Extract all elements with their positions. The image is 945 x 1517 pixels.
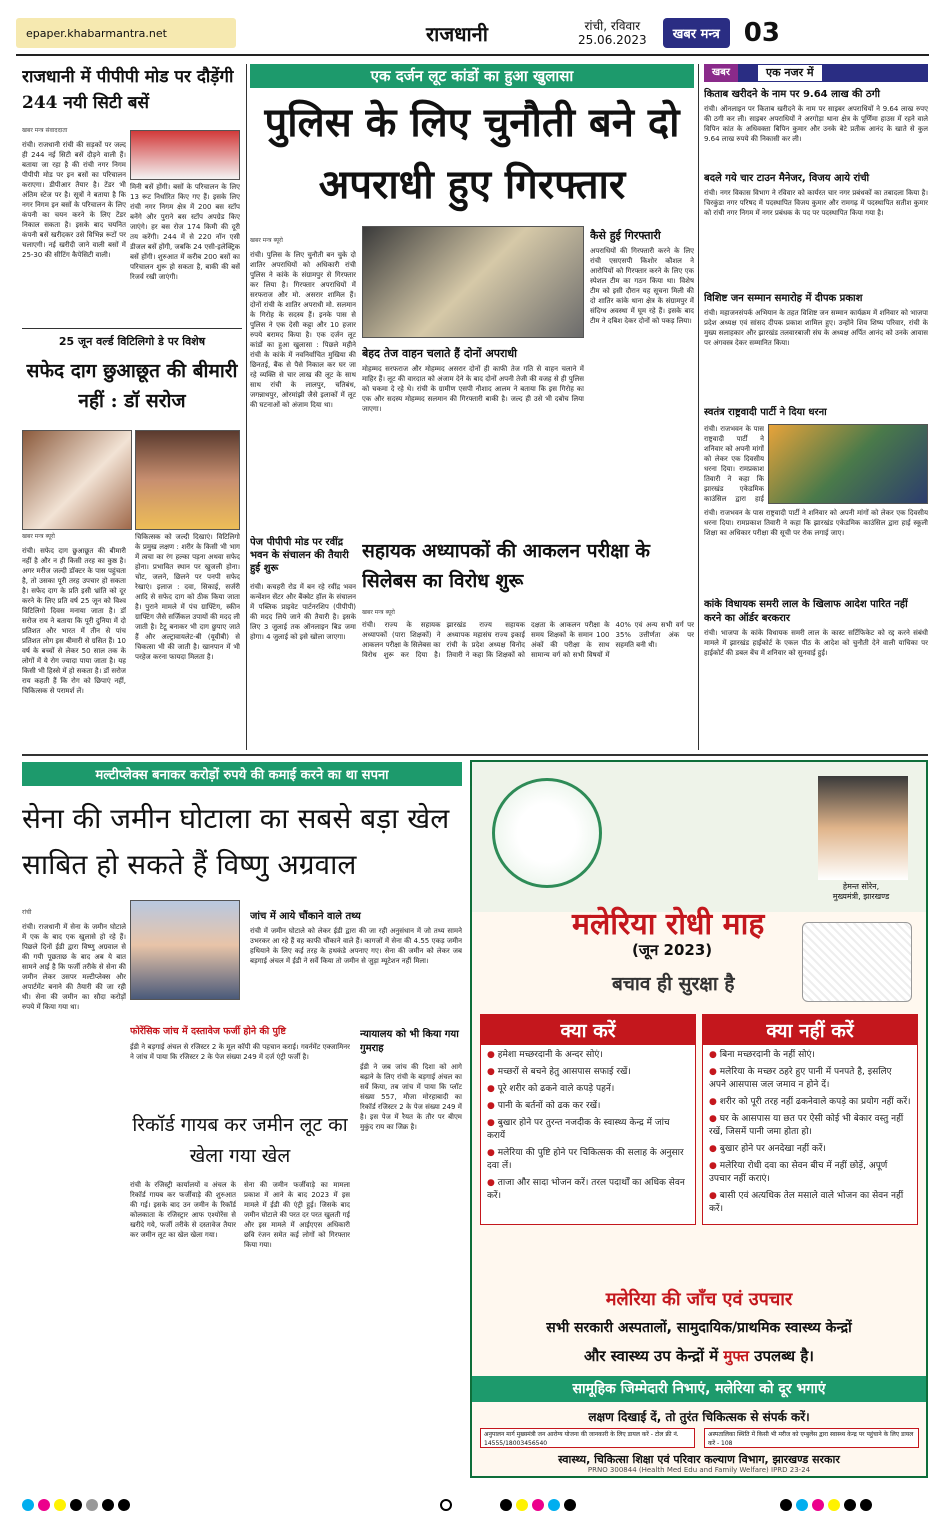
free-label: मुफ्त <box>723 1347 750 1365</box>
facts-body: रांची में जमीन घोटाले को लेकर ईडी द्वारा की जा रही अनुसंधान में जो तथ्य सामने उभरकर आ रहे हैं वह काफी चौंकाने वाले हैं। कागजों में सेना की 4.55 एकड़ जमीन हथियाने के लिए कई तरह के हथकंडे अपनाए गए। सेना की जमीन को लेकर जब बड़गाई अंचल में ईडी ने सर्वे किया तो जमीन से जुड़ा म्यूटेशन नहीं मिला। <box>250 927 462 965</box>
column-rule <box>698 64 699 750</box>
dateline <box>578 19 647 47</box>
army-land-band: मल्टीप्लेक्स बनाकर करोड़ों रुपये की कमाई करने का था सपना <box>22 762 462 786</box>
arrest-body: अपराधियों की गिरफ्तारी करने के लिए रांची एसएसपी किशोर कौशल ने आरोपियों को गिरफ्तार करने के लिए एक स्पेशल टीम का गठन किया था। विशेष टीम को इसी दौरान यह सूचना मिली की दो शातिर कांके थाना क्षेत्र के संग्रामपुर में संदिग्ध अवस्था में घूम रहे हैं। इसके बाद टीम ने दबिश देकर दोनों को पकड़ लिया। <box>590 247 694 325</box>
army-land-byline: रांची <box>22 909 32 916</box>
court-body: ईडी ने जब जांच की दिशा को आगे बढ़ाने के लिए रांची के बड़गाई अंचल का सर्वे किया, तब जांच में पाया कि प्लॉट संख्या 557, मौजा मोरहाबादी का रिकॉर्ड रजिस्टर 2 के पेज संख्या 249 में है। इस पेज में रैयत के तौर पर बीएम मुकुंद राय का जिक्र है। <box>360 1063 462 1131</box>
bus-photo <box>130 130 240 180</box>
treatment-line-1: सभी सरकारी अस्पतालों, सामुदायिक/प्राथमिक स्वास्थ्य केन्द्रों <box>546 1320 852 1336</box>
leader-name: हेमन्त सोरेन, <box>842 882 880 891</box>
arrest-subhead: कैसे हुई गिरफ्तारी <box>590 229 661 242</box>
leader-title: मुख्यमंत्री, झारखण्ड <box>832 892 890 901</box>
date: 25.06.2023 <box>577 33 647 47</box>
helpline-1: अनुपालन मार्ग मुख्यमंत्री जन आरोग्य योजना की जानकारी के लिए डायल करें - टोल फ्री नं. 14555/18003456540 <box>480 1428 695 1448</box>
section-title: राजधानी <box>426 21 488 46</box>
treatment-line-2c: उपलब्ध है। <box>749 1347 814 1365</box>
brief-5-body: रांची। भाजपा के कांके विधायक समरी लाल के कास्ट सर्टिफिकेट को रद्द करने संबंधी मामले में झारखंड हाईकोर्ट के एकल पीठ के आदेश को चुनौती देने वाली याचिका पर हाईकोर्ट की डबल बेंच में शनिवार को सुनवाई हुई। <box>704 629 928 657</box>
leader-photo <box>818 776 908 880</box>
vitiligo-hands-photo <box>22 430 132 530</box>
brief-1-body: रांची। ऑनलाइन पर किताब खरीदने के नाम पर साइबर अपराधियों ने 9.64 लाख रुपए की ठगी कर ली। साइबर अपराधियों ने अरगोड़ा थाना क्षेत्र के पूर्णिमा हाउस में रहने वाले विपिन कांत के अधिवक्ता बिपिन कुमार और उनके बेटे प्रतीक आनंद के खाते से कुल 9.64 लाख रुपये की निकासी कर ली। <box>704 105 928 143</box>
army-land-headline: सेना की जमीन घोटाला का सबसे बड़ा खेल साबित हो सकते हैं विष्णु अग्रवाल <box>22 802 450 881</box>
loot-byline: खबर मन्त्र ब्यूरो <box>250 237 283 244</box>
speed-subhead: बेहद तेज वाहन चलाते हैं दोनों अपराधी <box>362 347 517 360</box>
do-item: ● पानी के बर्तनों को ढक कर रखें। <box>487 1100 689 1113</box>
bus-story-headline-box <box>22 64 242 124</box>
loot-body-1: रांची। पुलिस के लिए चुनौती बन चुके दो शातिर अपराधियों को अधिकारी रांची पुलिस ने कांके के संग्रामपुर से गिरफ्तार कर लिया है। गिरफ्तार अपराधियों में सरफराज और मो. असरार शामिल हैं। दोनों रांची के शातिर अपराधी मो. सलमान के गिरोह के सदस्य हैं। इनके पास से पुलिस ने एक देसी कट्टा और 10 हजार रुपये बरामद किया है। एक दर्जन लूट कांडों का हुआ खुलासा : पिछले महीने रांची के कांके में नवनिर्वाचित मुखिया की छिनतई, बैंक से पैसे निकाल कर घर जा रहे व्यक्ति से चार लाख की लूट के साथ साथ रांची के लालपुर, चतिबंध, जगन्नाथपुर, ओरमांझी जैसे इलाकों में लूट की घटनाओं को अंजाम दिया था। <box>250 251 356 409</box>
army-land-body-1: रांची। राजधानी में सेना के जमीन घोटाले में एक के बाद एक खुलासे हो रहे हैं। पिछले दिनों ईडी द्वारा विष्णु अग्रवाल से की गयी पूछताछ के बाद अब ये बात सामने आई है कि फर्जी तरीके से सेना की जमीन लेकर उसपर मल्टीप्लेक्स और अपार्टमेंट बनाने की तैयारी की जा रही थी। सेना की जमीन का सौदा करोड़ों रुपये में किया गया था। <box>22 923 126 1011</box>
symptom-line: लक्षण दिखाई दें, तो तुरंत चिकित्सक से संपर्क करें। <box>588 1410 810 1424</box>
brief-2-body: रांची। नगर विकास विभाग ने रविवार को कार्यरत चार नगर प्रबंधकों का तबादला किया है। चिरकुंडा नगर परिषद में पदस्थापित विजय कुमार और रामगढ़ में पदस्थापित सतीश कुमार को रांची नगर निगम में नगर प्रबंधक के पद पर पदस्थापित किया गया है। <box>704 189 928 217</box>
speed-body: मोहम्मद सरफराज और मोहम्मद असरार दोनों ही काफी तेज गति से वाहन चलाने में माहिर हैं। लूट की वारदात को अंजाम देने के बाद दोनों अपनी तेजी की वजह से ही पुलिस को चकमा दे रहे थे। रांची के ग्रामीण एसपी नौशाद आलम ने बताया कि इस गिरोह का एक और सदस्य मोहम्मद सलमान की गिरफ्तारी बाकी है। जल्द ही उसे भी दबोच लिया जाएगा। <box>362 365 584 413</box>
record-body-1: रांची के रजिस्ट्री कार्यालयों व अंचल के रिकॉर्ड गायब कर फर्जीवाड़े की शुरुआत की गई। इसके बाद उन जमीन के रिकॉर्ड कोलकाता के रजिस्ट्रार आफ एश्योरेंस से खरीदे गये, फर्जी तरीके से दस्तावेज तैयार कर जमीन लूट का खेल खेला गया। <box>130 1181 236 1239</box>
treatment-line-2 <box>472 1346 926 1366</box>
helpline-2: अस्पतालिका स्थिति में किसी भी मरीज को एम्बुलेंस द्वारा स्वास्थ्य केन्द्र पर पहुंचाने के लिए डायल करें - 108 <box>704 1428 919 1448</box>
mosquito-net-illustration <box>802 922 912 1002</box>
vitiligo-byline: खबर मन्त्र ब्यूरो <box>22 533 55 540</box>
arrest-photo <box>362 226 584 338</box>
teacher-body: रांची। राज्य के सहायक अध्यापकों (पारा शिक्षकों) ने आकलन परीक्षा के सिलेबस का विरोध शुरू कर दिया है। झारखंड राज्य सहायक अध्यापक महासंघ राज्य इकाई रांची के प्रदेश अध्यक्ष विनोद तिवारी ने कहा कि शिक्षकों को दक्षता के आकलन परीक्षा के समय शिक्षकों के समान 100 अंकों की परीक्षा के साथ सामान्य वर्ग को सभी विषयों में 40% एवं अन्य सभी वर्ग पर 35% उत्तीर्णता अंक पर सहमति बनी थी। <box>362 621 694 659</box>
bus-story-body-2: मिनी बसें होंगी। बसों के परिचालन के लिए 13 रूट निर्धारित किए गए हैं। इसके लिए रांची नगर निगम क्षेत्र में 200 बस स्टॉप बनेंगे और पुराने बस स्टॉप अपग्रेड किए जाएंगे। हर बस रोज 174 किमी की दूरी तय करेंगी। 244 में से 220 नॉन एसी डीजल बसें होंगी, जबकि 24 एसी-इलेक्ट्रिक बसें होंगी। शुरुआत में करीब 200 बसों का परिचालन शुरू हो सकता है, बाकी की बसें रिजर्व रखी जाएंगी। <box>130 183 240 281</box>
page-header <box>16 12 929 56</box>
ad-subtitle: (जून 2023) <box>632 941 713 959</box>
place-day: रांची, रविवार <box>584 19 641 33</box>
treatment-heading: मलेरिया की जाँच एवं उपचार <box>605 1289 793 1310</box>
dont-list <box>702 1044 918 1225</box>
department-name: स्वास्थ्य, चिकित्सा शिक्षा एवं परिवार कल्याण विभाग, झारखण्ड सरकार <box>558 1453 840 1466</box>
dont-item: ● बुखार होने पर अनदेखा नहीं करें। <box>709 1143 911 1156</box>
do-list <box>480 1044 696 1225</box>
brand-logo: खबर मन्त्र <box>663 18 730 48</box>
dont-tab: क्या नहीं करें <box>702 1014 918 1046</box>
dont-item: ● मलेरिया रोधी दवा का सेवन बीच में नहीं छोड़ें, अपूर्ण उपचार नहीं कराएं। <box>709 1160 911 1186</box>
rabindra-headline: पेज पीपीपी मोड पर रवींद्र भवन के संचालन की तैयारी हुई शुरू <box>250 537 349 574</box>
treatment-line-2a: और स्वास्थ्य उप केन्द्रों में <box>584 1347 724 1365</box>
nazar-title: एक नजर में <box>758 65 822 81</box>
section-divider <box>22 754 928 756</box>
divider <box>22 328 242 329</box>
dont-item: ● मलेरिया के मच्छर ठहरे हुए पानी में पनपते है, इसलिए अपने आसपास जल जमाव न होने दें। <box>709 1066 911 1092</box>
court-subhead: न्यायालय को भी किया गया गुमराह <box>360 1029 459 1054</box>
do-item: ● बुखार होने पर तुरन्त नजदीक के स्वास्थ्य केन्द्र में जांच करायें <box>487 1117 689 1143</box>
forensic-subhead: फोरेंसिक जांच में दस्तावेज फर्जी होने की पुष्टि <box>130 1026 286 1037</box>
registration-dots-middle <box>500 1499 576 1511</box>
site-url[interactable]: epaper.khabarmantra.net <box>16 18 236 48</box>
jharkhand-emblem <box>492 778 602 888</box>
brief-1-headline: किताब खरीदने के नाम पर 9.64 लाख की ठगी <box>704 89 880 100</box>
do-item: ● मलेरिया की पुष्टि होने पर चिकित्सक की सलाह के अनुसार दवा लें। <box>487 1147 689 1173</box>
brief-4-body: रांची। राजभवन के पास राष्ट्रवादी पार्टी ने शनिवार को अपनी मांगों को लेकर एक दिवसीय धरना दिया। रामप्रकाश तिवारी ने कहा कि झारखंड एकेडमिक काउंसिल द्वारा हाई स्कूली शिक्षा का अधिकार परीक्षा की सूची पर रोक लगाई जाए। <box>704 509 928 537</box>
do-item: ● ताजा और सादा भोजन करें। तरल पदार्थों का अधिक सेवन करें। <box>487 1177 689 1203</box>
do-tab: क्या करें <box>480 1014 696 1046</box>
dharna-photo <box>768 424 928 504</box>
brief-5-headline: कांके विधायक समरी लाल के खिलाफ आदेश पारित नहीं करने का ऑर्डर बरकरार <box>704 599 908 624</box>
vishnu-agarwal-photo <box>130 900 240 1000</box>
loot-band: एक दर्जन लूट कांडों का हुआ खुलासा <box>250 64 694 88</box>
bus-story-body-1: रांची। राजधानी रांची की सड़कों पर जल्द ही 244 नई सिटी बसें दौड़ने वाली हैं। बताया जा रहा है की रांची नगर निगम पीपीपी मोड पर इन बसों का परिचालन कराएगा। डीपीआर तैयार है। टेंडर भी अंतिम स्टेज पर है। सूत्रों ने बताया है कि नगर निगम इन बसों के परिचालन के लिए कंपनी का चयन करने के लिए टेंडर निकाल सकता है। इसके बाद चयनित कंपनी बसें खरीदकर उसे विभिन्न रूटों पर चलाएगी। नई खरीदी जाने वाली बसों में 25-30 की सीटिंग कैपेसिटी वाली। <box>22 141 126 259</box>
page-number: 03 <box>743 18 780 48</box>
collective-band: सामूहिक जिम्मेदारी निभाएं, मलेरिया को दूर भगाएं <box>472 1376 926 1402</box>
vitiligo-headline: सफेद दाग छुआछूत की बीमारी नहीं : डॉ सरोज <box>26 360 238 412</box>
pr-number: PRNO 300844 (Health Med Edu and Family Welfare) IPRD 23-24 <box>587 1466 811 1474</box>
vitiligo-body-1: रांची। सफेद दाग छुआछूत की बीमारी नहीं है और न ही किसी तरह का कुष्ठ है। अगर मरीज जल्दी डॉक्टर के पास पहुंचता है, तो उसका पूरी तरह उपचार हो सकता है। सफेद दाग के प्रति इसी भ्रांति को दूर करने के लिए प्रति वर्ष 25 जून को विश्व विटिलिगो दिवस मनाया जाता है। डॉ सरोज राय ने बताया कि पूरी दुनिया में दो प्रतिशत और भारत में तीन से पांच प्रतिशत लोग इस बीमारी से ग्रसित हैं। 10 वर्ष के बच्चों से लेकर 50 साल तक के लोगों में ये रोग ज्यादा पाया जाता है। यह किसी भी हिस्से में हो सकता है। डॉ सरोज राय कहती हैं कि रोग को छिपाएं नहीं, चिकित्सक से परामर्श लें। <box>22 547 126 695</box>
rabindra-body: रांची। कचहरी रोड में बन रहे रवींद्र भवन कन्वेंशन सेंटर और बैंक्वेट हॉल के संचालन में पब्लिक प्राइवेट पार्टनरशिप (पीपीपी) की मदद लिये जाने की तैयारी है। इसके लिए 3 जुलाई तक ऑनलाइन बिड जमा होगा। 4 जुलाई को इसे खोला जाएगा। <box>250 583 356 641</box>
ad-header <box>472 762 926 912</box>
nazar-band <box>704 64 928 82</box>
column-rule <box>246 64 247 750</box>
bus-story-headline: राजधानी में पीपीपी मोड पर दौड़ेंगी 244 नयी सिटी बसें <box>22 67 234 113</box>
malaria-advertisement <box>470 760 928 1478</box>
dont-item: ● बिना मच्छरदानी के नहीं सोएं। <box>709 1049 911 1062</box>
dont-item: ● घर के आसपास या छत पर ऐसी कोई भी बेकार वस्तु नहीं रखें, जिसमें पानी जमा होता हो। <box>709 1113 911 1139</box>
do-item: ● पूरे शरीर को ढकने वाले कपड़े पहनें। <box>487 1083 689 1096</box>
ad-tagline: बचाव ही सुरक्षा है <box>612 973 735 995</box>
teacher-byline: खबर मन्त्र ब्यूरो <box>362 609 395 616</box>
registration-dots-right <box>780 1499 872 1511</box>
forensic-body: ईडी ने बड़गाई अंचल से रजिस्टर 2 के मूल कॉपी की पहचान कराई। गवर्नमेंट एक्जामिनर ने जांच में पाया कि रजिस्टर 2 के पेज संख्या 249 में दर्ज एंट्री फर्जी है। <box>130 1043 350 1061</box>
dr-saroj-photo <box>135 430 240 530</box>
dont-item: ● शरीर को पूरी तरह नहीं ढकनेवाले कपड़े का प्रयोग नहीं करें। <box>709 1096 911 1109</box>
bus-story-byline: खबर मन्त्र संवाददाता <box>22 127 68 134</box>
brief-4-headline: स्वतंत्र राष्ट्रवादी पार्टी ने दिया धरना <box>704 407 827 418</box>
vitiligo-body-2: चिकित्सक को जल्दी दिखाएं। विटिलिगो के प्रमुख लक्षण : शरीर के किसी भी भाग में त्वचा का रंग हल्का पड़ना अथवा सफेद होना। प्रभावित स्थान पर खुजली होना। चोट, जलने, छिलने पर पनपी सफेद रेखाएं। इलाज : दवा, सिकाई, सर्जरी आदि से सफेद दाग को ठीक किया जाता है। पुराने मामले में पंच ग्राफ्टिंग, स्कीन ग्राफ्टिंग जैसे सर्जिकल उपायों की मदद ली जाती है। टैटू बनाकर भी दाग छुपाए जाते हैं और अल्ट्रावायलेट-बी (यूवीबी) से चिकत्सा भी की जाती है। खानपान में भी परहेज करना फायदा मिलता है। <box>135 533 240 661</box>
brief-2-headline: बदले गये चार टाउन मैनेजर, विजय आये रांची <box>704 173 870 184</box>
teacher-headline: सहायक अध्यापकों की आकलन परीक्षा के सिलेबस का विरोध शुरू <box>362 540 651 592</box>
dont-item: ● बासी एवं अत्यधिक तेल मसाले वाले भोजन का सेवन नहीं करें। <box>709 1190 911 1216</box>
nazar-tag: खबर <box>704 64 738 82</box>
registration-dots-left <box>22 1499 130 1511</box>
loot-headline: पुलिस के लिए चुनौती बने दो अपराधी हुए गिरफ्तार <box>264 99 680 208</box>
brief-3-body: रांची। महाजनसंपर्क अभियान के तहत विशिष्ट जन सम्मान कार्यक्रम में शनिवार को भाजपा प्रदेश अध्यक्ष एवं सांसद दीपक प्रकाश शामिल हुए। उन्होंने शिव शिष्य परिवार, रांची के मुख्य सलाहकार और झारखंड तलवारबाजी संघ के अध्यक्ष अर्पित आनंद को उनके आवास पर अंगवस्त्र देकर सम्मानित किया। <box>704 309 928 347</box>
brief-3-headline: विशिष्ट जन सम्मान समारोह में दीपक प्रकाश <box>704 293 863 304</box>
facts-subhead: जांच में आये चौंकाने वाले तथ्य <box>250 911 361 922</box>
record-body-2: सेना की जमीन फर्जीवाड़े का मामला प्रकाश में आने के बाद 2023 में इस मामले में ईडी की एंट्री हुई। जिसके बाद जमीन घोटाले की परत दर परत खुलती गई और इस मामले में आईएएस अधिकारी छवि रंजन समेत कई लोगों को गिरफ्तार किया गया। <box>244 1181 350 1249</box>
vitiligo-kicker: 25 जून वर्ल्ड विटिलिगो डे पर विशेष <box>58 335 206 348</box>
registration-mark-center <box>440 1499 452 1511</box>
do-item: ● मच्छरों से बचने हेतु आसपास सफाई रखें। <box>487 1066 689 1079</box>
brief-4-body-left: रांची। राजभवन के पास राष्ट्रवादी पार्टी ने शनिवार को अपनी मांगों को लेकर एक दिवसीय धरना दिया। रामप्रकाश तिवारी ने कहा कि झारखंड एकेडमिक काउंसिल द्वारा हाई <box>704 425 764 503</box>
record-headline: रिकॉर्ड गायब कर जमीन लूट का खेला गया खेल <box>132 1114 348 1167</box>
ad-title: मलेरिया रोधी माह <box>572 907 765 942</box>
do-item: ● हमेशा मच्छरदानी के अन्दर सोएं। <box>487 1049 689 1062</box>
